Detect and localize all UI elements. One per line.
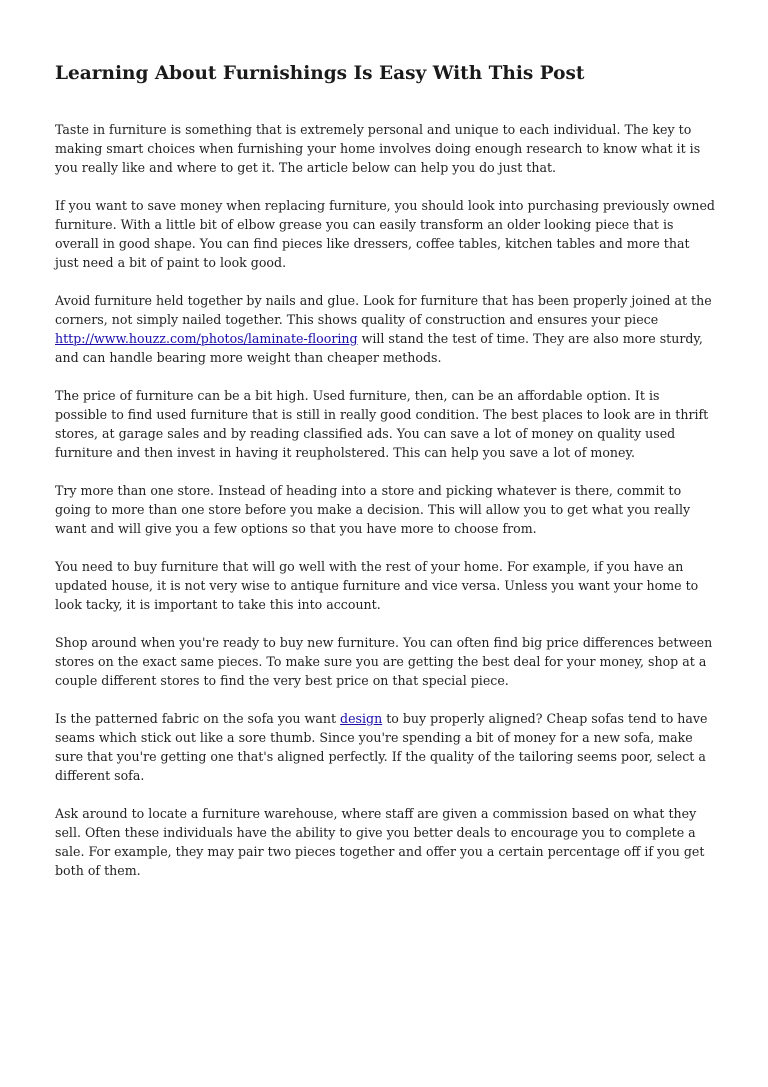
paragraph-2: If you want to save money when replacing furniture, you should look into purchasing previously owned furniture. With a little bit of elbow grease you can easily transform an older looking piece that is overall in good shape. You can find pieces like dressers, coffee tables, kitchen tables and more that just need a bit of paint to look good. — [55, 198, 715, 270]
paragraph-8 — [55, 709, 715, 785]
paragraph-7: Shop around when you're ready to buy new furniture. You can often find big price differences between stores on the exact same pieces. To make sure you are getting the best deal for your money, shop at a couple different stores to find the very best price on that special piece. — [55, 635, 713, 688]
paragraph-8-text-before: Is the patterned fabric on the sofa you want — [55, 711, 341, 726]
houzz-laminate-flooring-link[interactable]: http://www.houzz.com/photos/laminate-flooring — [55, 331, 358, 346]
paragraph-4: The price of furniture can be a bit high. Used furniture, then, can be an affordable option. It is possible to find used furniture that is still in really good condition. The best places to look are in thrift stores, at garage sales and by reading classified ads. You can save a lot of money on quality used furniture and then invest in having it reupholstered. This can help you save a lot of money. — [55, 388, 709, 460]
document-page — [55, 62, 715, 899]
paragraph-3 — [55, 291, 715, 367]
paragraph-1: Taste in furniture is something that is extremely personal and unique to each individual. The key to making smart choices when furnishing your home involves doing enough research to know what it is you really like and where to get it. The article below can help you do just that. — [55, 122, 701, 175]
paragraph-8-text-after: to buy properly aligned? Cheap sofas tend to have seams which stick out like a sore thumb. Since you're spending a bit of money for a new sofa, make sure that you're getting one that's aligned perfectly. If the quality of the tailoring seems poor, select a different sofa. — [55, 711, 708, 783]
paragraph-3-text-before: Avoid furniture held together by nails and glue. Look for furniture that has been properly joined at the corners, not simply nailed together. This shows quality of construction and ensures your piece — [55, 293, 712, 327]
paragraph-3-text-after: will stand the test of time. They are also more sturdy, and can handle bearing more weight than cheaper methods. — [55, 331, 703, 365]
design-link[interactable]: design — [340, 711, 383, 726]
document-title: Learning About Furnishings Is Easy With This Post — [55, 63, 585, 84]
paragraph-9: Ask around to locate a furniture warehouse, where staff are given a commission based on what they sell. Often these individuals have the ability to give you better deals to encourage you to complete a sale. For example, they may pair two pieces together and offer you a certain percentage off if you get both of them. — [55, 806, 705, 878]
paragraph-6: You need to buy furniture that will go well with the rest of your home. For example, if you have an updated house, it is not very wise to antique furniture and vice versa. Unless you want your home to look tacky, it is important to take this into account. — [55, 559, 699, 612]
paragraph-5: Try more than one store. Instead of heading into a store and picking whatever is there, commit to going to more than one store before you make a decision. This will allow you to get what you really want and will give you a few options so that you have more to choose from. — [55, 483, 691, 536]
